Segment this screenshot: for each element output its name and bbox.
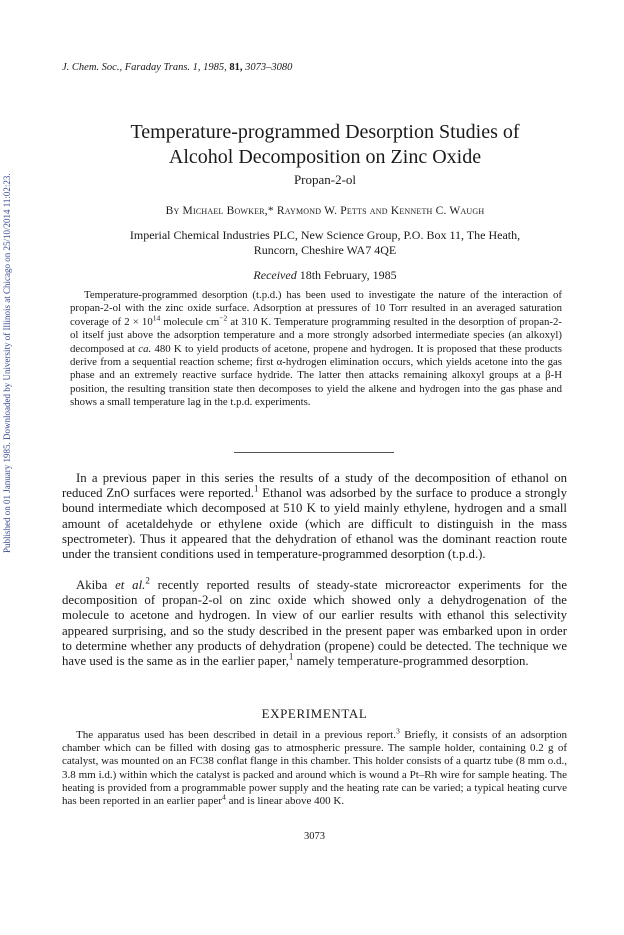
journal-year: 1985, xyxy=(203,62,227,73)
abstract-text: molecule cm xyxy=(160,315,220,328)
abstract-exponent: 14 xyxy=(152,313,161,323)
abstract-exponent: −2 xyxy=(219,313,228,323)
received-date xyxy=(60,268,590,283)
experimental-paragraph xyxy=(62,726,567,808)
section-heading-experimental: EXPERIMENTAL xyxy=(261,706,368,721)
download-notice: Published on 01 January 1985. Downloaded by University of Illinois at Chicago on 25/10/2014 11:02:23. xyxy=(2,173,12,553)
page-number: 3073 xyxy=(304,831,325,842)
reference-marker: 1 xyxy=(288,651,294,662)
title-line-2: Alcohol Decomposition on Zinc Oxide xyxy=(168,146,482,168)
paragraph-text: recently reported results of steady-state microreactor experiments for the decomposition of propan-2-ol on zinc oxide which showed only a dehydrogenation of the molecule to acetone and hydrogen. In view of our earlier results with ethanol this selectivity appeared surprising, and so the study described in the present paper was embarked upon in order to determine whether any products of dehydration (propene) could be detected. The technique we have used is the same as in the earlier paper, xyxy=(62,578,567,669)
paragraph-text: The apparatus used has been described in detail in a previous report. xyxy=(76,729,396,741)
author-list: By Michael Bowker,* Raymond W. Petts and Kenneth C. Waugh xyxy=(165,205,485,217)
affiliation xyxy=(60,228,590,258)
paragraph-italic: et al. xyxy=(115,578,146,592)
section-divider xyxy=(234,452,394,453)
reference-marker: 1 xyxy=(253,483,259,494)
affiliation-line-1: Imperial Chemical Industries PLC, New Science Group, P.O. Box 11, The Heath, xyxy=(129,228,521,242)
title-line-1: Temperature-programmed Desorption Studies of xyxy=(130,121,520,143)
intro-paragraph-2 xyxy=(62,575,567,669)
paragraph-text: Briefly, it consists of an adsorption chamber which can be filled with dosing gas to atmospheric pressure. The sample holder, containing 0.2 g of catalyst, was mounted on an FC38 conflat flange in this chamber. This holder consists of a quartz tube (8 mm o.d., 3.8 mm i.d.) within which the catalyst is packed and around which is wound a Pt–Rh wire for sample heating. The heating is provided from a programmable power supply and the heating rate can be varied; a typical heating curve has been reported in an earlier paper xyxy=(62,729,567,808)
journal-name: J. Chem. Soc., Faraday Trans. 1, xyxy=(62,62,201,73)
abstract-text: 480 K to yield products of acetone, propene and hydrogen. It is proposed that these products derive from a sequential reaction scheme; first α-hydrogen elimination occurs, which yields acetone into the gas phase and an extremely reactive surface hydride. The latter then attacks remaining alkoxyl groups at a β-H position, the resulting transition state then decomposes to yield the alkene and hydrogen into the gas phase and shows a small temperature lag in the t.p.d. experiments. xyxy=(70,342,562,409)
received-value: 18th February, 1985 xyxy=(299,268,397,282)
paragraph-text: In a previous paper in this series the results of a study of the decomposition of ethanol on reduced ZnO surfaces were reported. xyxy=(62,471,567,501)
intro-paragraph-1 xyxy=(62,471,567,562)
abstract-text: Temperature-programmed desorption (t.p.d.) has been used to investigate the nature of the interaction of propan-2-ol with the zinc oxide surface. Adsorption at pressures of 10 Torr resulted in an averaged saturation coverage of 2 × 10 xyxy=(70,289,562,328)
paragraph-text: Akiba xyxy=(76,578,116,592)
article-title xyxy=(60,120,590,170)
journal-citation xyxy=(62,62,292,73)
journal-pages: 3073–3080 xyxy=(245,62,293,73)
abstract xyxy=(70,289,562,410)
paragraph-text: and is linear above 400 K. xyxy=(225,795,345,808)
paragraph-text: namely temperature-programmed desorption. xyxy=(293,654,529,669)
paragraph-text: Ethanol was adsorbed by the surface to produce a strongly bound intermediate which decomposed at 510 K to yield mainly ethylene, hydrogen and a small amount of acetaldehyde or ethylene oxide (which are difficult to distinguish in the mass spectrometer). Thus it appeared that the dehydration of ethanol was the dominant reaction route under the transient conditions used in temperature-programmed desorption (t.p.d.). xyxy=(62,486,567,562)
reference-marker: 2 xyxy=(145,575,150,586)
received-label: Received xyxy=(253,268,297,282)
journal-volume: 81, xyxy=(229,62,243,73)
abstract-text: at 310 K. Temperature programming resulted in the desorption of propan-2-ol itself just above the adsorption temperature and a more strongly adsorbed intermediate species (an alkoxyl) decomposed at xyxy=(70,315,562,355)
affiliation-line-2: Runcorn, Cheshire WA7 4QE xyxy=(253,243,397,257)
reference-marker: 4 xyxy=(222,792,226,802)
article-subtitle: Propan-2-ol xyxy=(293,172,357,187)
reference-marker: 3 xyxy=(395,726,400,736)
abstract-italic: ca. xyxy=(138,342,152,355)
